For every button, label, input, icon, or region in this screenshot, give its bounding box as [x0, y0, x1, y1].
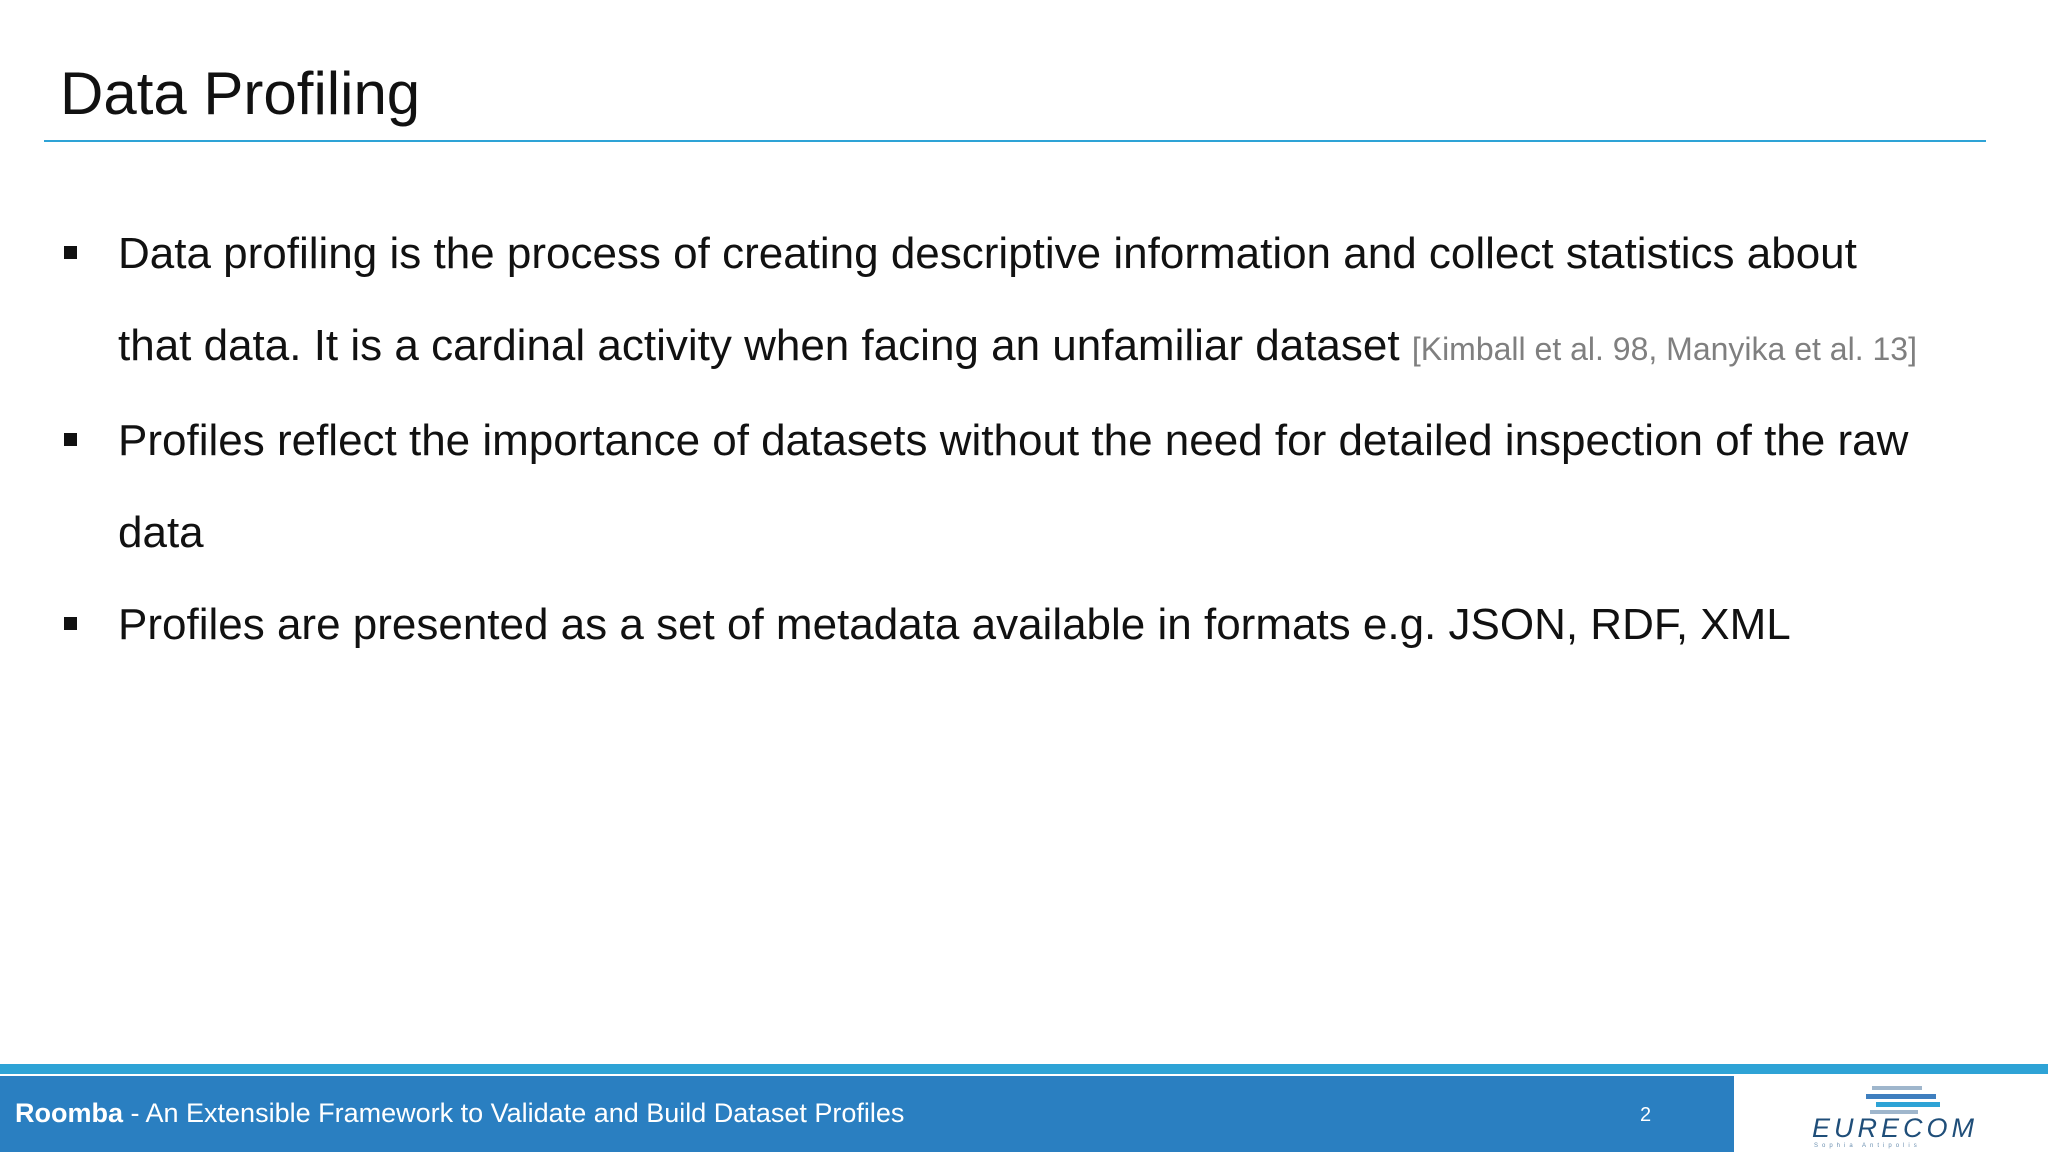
- bullet-text: Data profiling is the process of creating descriptive information and collect statistics about that data. It is a cardinal activity when facing an unfamiliar dataset: [118, 229, 1857, 370]
- footer-stripe: [0, 1064, 2048, 1074]
- square-bullet-icon: [64, 246, 77, 259]
- title-divider: [44, 140, 1986, 142]
- footer-caption: [15, 1096, 904, 1130]
- footer-subtitle: - An Extensible Framework to Validate and Build Dataset Profiles: [123, 1098, 905, 1128]
- slide-title: Data Profiling: [60, 60, 421, 127]
- square-bullet-icon: [64, 617, 77, 630]
- bullet-text: Profiles reflect the importance of datasets without the need for detailed inspection of the raw data: [118, 416, 1909, 557]
- logo: [1734, 1076, 2048, 1152]
- bullet-list: [60, 208, 1940, 671]
- bullet-item: [60, 395, 1940, 579]
- bullet-item: [60, 579, 1940, 671]
- footer-project-name: Roomba: [15, 1098, 123, 1128]
- page-number: 2: [1640, 1104, 1652, 1126]
- logo-tagline: Sophia Antipolis: [1814, 1143, 1921, 1149]
- bullet-text: Profiles are presented as a set of metadata available in formats e.g. JSON, RDF, XML: [118, 600, 1791, 649]
- bullet-item: [60, 208, 1940, 395]
- square-bullet-icon: [64, 433, 77, 446]
- logo-wordmark: EURECOM: [1812, 1113, 1979, 1143]
- bullet-citation: [Kimball et al. 98, Manyika et al. 13]: [1411, 331, 1917, 367]
